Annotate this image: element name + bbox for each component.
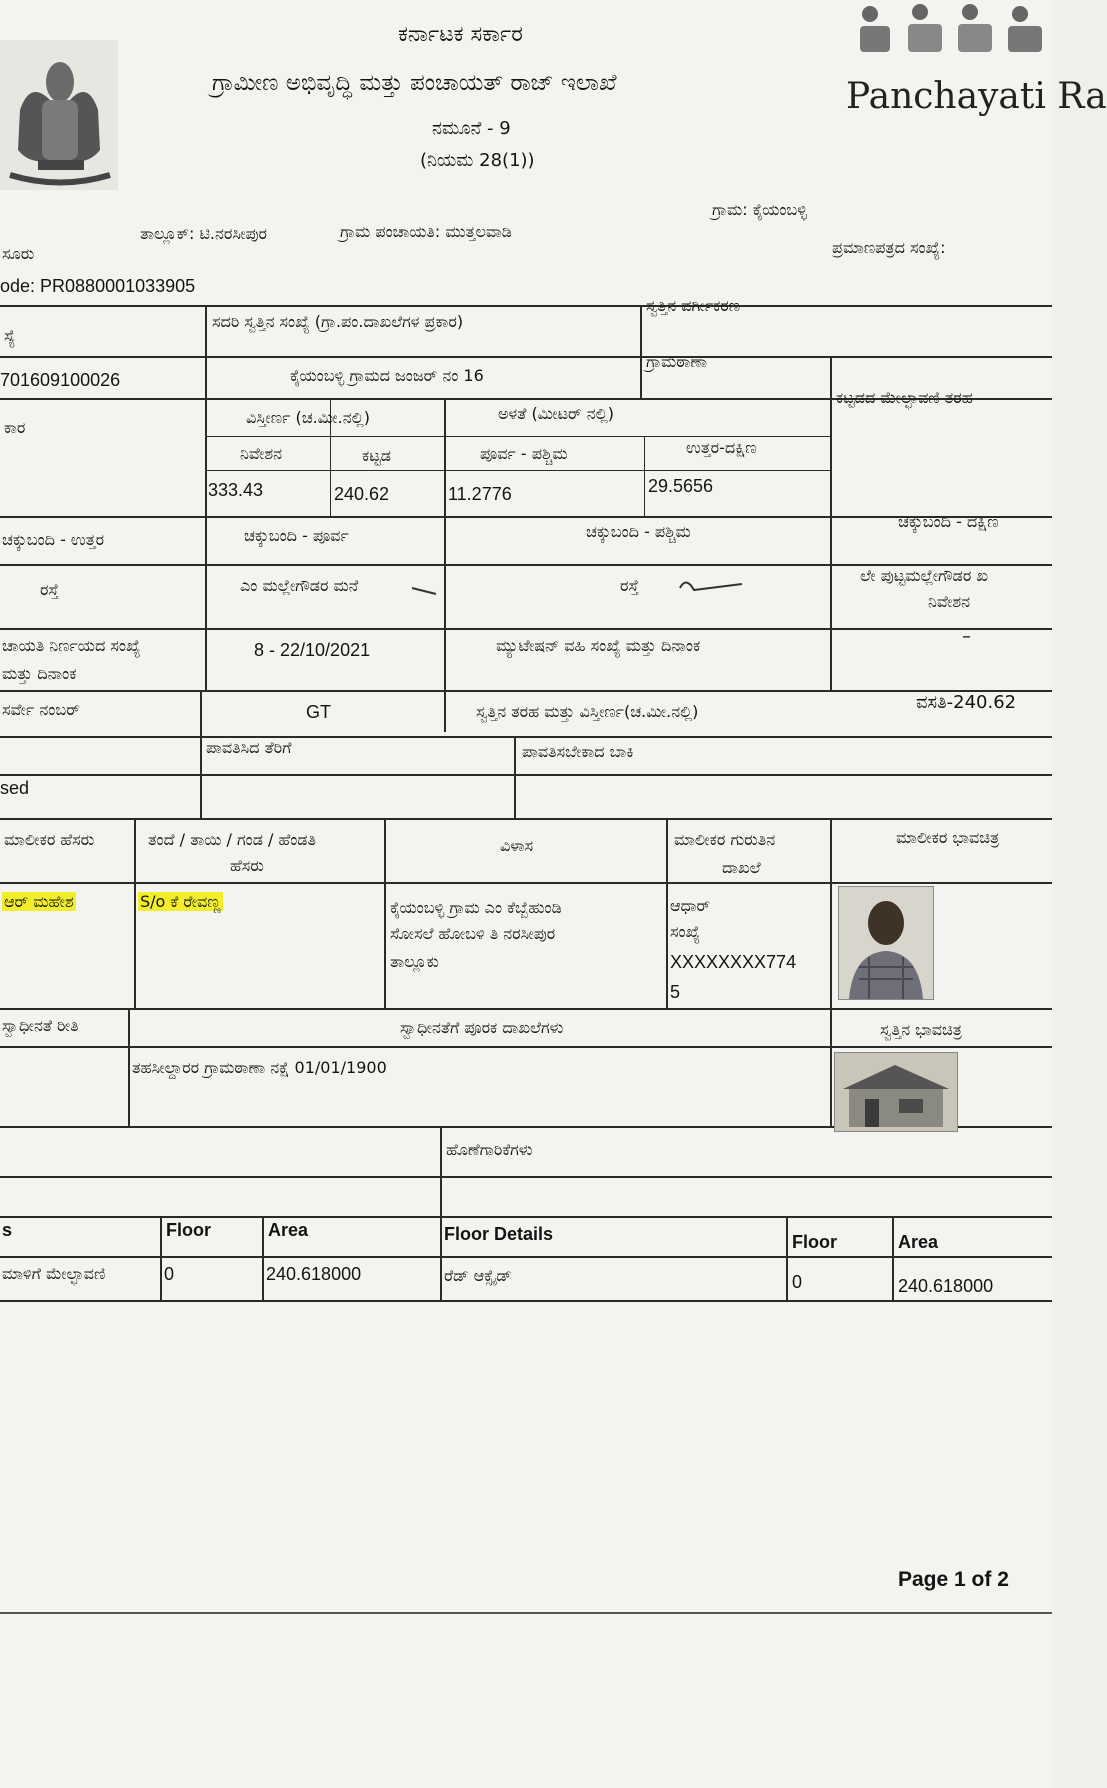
owner-name-highlight: ಆರ್ ಮಹೇಶ	[4, 892, 74, 911]
id-label-2: ದಾಖಲೆ	[722, 858, 761, 877]
boundary-north-value: ರಸ್ತೆ	[40, 580, 59, 599]
possession-docs-value: ತಹಸೀಲ್ದಾರರ ಗ್ರಾಮಠಾಣಾ ನಕ್ಷೆ 01/01/1900	[132, 1058, 387, 1077]
resolution-label-1: ಚಾಯತಿ ನಿರ್ಣಯದ ಸಂಖ್ಯೆ	[2, 636, 141, 655]
certificate-number-label: ಪ್ರಮಾಣಪತ್ರದ ಸಂಖ್ಯೆ:	[832, 238, 946, 257]
relation-label-1: ತಂದೆ / ತಾಯಿ / ಗಂಡ / ಹೆಂಡತಿ	[148, 830, 316, 849]
left-floor-header: Floor	[166, 1220, 211, 1240]
person-icon	[839, 887, 933, 999]
site-area-label: ನಿವೇಶನ	[240, 444, 283, 463]
boundary-east-value: ಎಂ ಮಲ್ಲೇಗೌಡರ ಮನೆ	[240, 576, 359, 595]
owner-id-number-1: XXXXXXXX774	[670, 952, 797, 972]
property-photo	[834, 1052, 958, 1132]
mutation-label: ಮ್ಯುಟೇಷನ್ ವಹಿ ಸಂಖ್ಯೆ ಮತ್ತು ದಿನಾಂಕ	[496, 636, 701, 655]
dimension-label: ಅಳತೆ (ಮೀಟರ್ ನಲ್ಲಿ)	[498, 404, 615, 423]
village: ಗ್ರಾಮ: ಕೈಯಂಬಳ್ಳಿ	[712, 200, 807, 219]
survey-number-value: GT	[306, 702, 331, 722]
relation-label-2: ಹೆಸರು	[230, 856, 264, 875]
east-west-value: 11.2776	[448, 484, 512, 504]
building-area-value: 240.62	[334, 484, 390, 504]
taluk: ತಾಲ್ಲೂಕ್: ಟಿ.ನರಸೀಪುರ	[140, 224, 267, 243]
left-floor-value: 0	[164, 1264, 175, 1284]
owner-id-number-label: ಸಂಖ್ಯೆ	[670, 922, 701, 941]
property-code: ode: PR0880001033905	[0, 276, 196, 296]
survey-number-label: ಸರ್ವೇ ನಂಬರ್	[2, 700, 80, 719]
possession-mode-label: ಸ್ವಾಧೀನತೆ ರೀತಿ	[2, 1016, 79, 1035]
property-photo-label: ಸ್ವತ್ತಿನ ಭಾವಚಿತ್ರ	[880, 1020, 962, 1039]
old-number-label: ಸದರಿ ಸ್ವತ್ತಿನ ಸಂಖ್ಯೆ (ಗ್ರಾ.ಪಂ.ದಾಖಲೆಗಳ ಪ್ರಕಾರ)	[212, 312, 464, 331]
old-number-value: ಕೈಯಂಬಳ್ಳಿ ಗ್ರಾಮದ ಜಂಜರ್ ನಂ 16	[290, 366, 484, 385]
gram-panchayat: ಗ್ರಾಮ ಪಂಚಾಯತಿ: ಮುತ್ತಲವಾಡಿ	[340, 222, 512, 241]
id-label-1: ಮಾಲೀಕರ ಗುರುತಿನ	[674, 830, 776, 849]
boundary-south-label: ಚಕ್ಕುಬಂದಿ - ದಕ್ಷಿಣ	[898, 512, 999, 531]
roof-type-label: ಕಟ್ಟಡದ ಮೇಲ್ಛಾವಣಿ ತರಹ	[836, 388, 973, 407]
right-floor-header: Floor	[792, 1232, 837, 1252]
boundary-south-value-1: ಲೇ ಪುಟ್ಟಮಲ್ಲೇಗೌಡರ ಖ	[860, 566, 989, 585]
mutation-value: –	[962, 626, 971, 647]
pen-mark-icon	[676, 574, 746, 594]
boundary-east-label: ಚಕ್ಕುಬಂದಿ - ಪೂರ್ವ	[244, 526, 349, 545]
area-label: ವಿಸ್ತೀರ್ಣ (ಚ.ಮೀ.ನಲ್ಲಿ)	[246, 408, 370, 427]
right-area-value: 240.618000	[898, 1276, 994, 1296]
owner-name-label: ಮಾಲೀಕರ ಹೆಸರು	[4, 830, 95, 849]
property-type-area-label: ಸ್ವತ್ತಿನ ತರಹ ಮತ್ತು ವಿಸ್ತೀರ್ಣ(ಚ.ಮೀ.ನಲ್ಲಿ)	[476, 702, 699, 721]
owner-address-1: ಕೈಯಂಬಳ್ಳಿ ಗ್ರಾಮ ಎಂ ಕೆಬ್ಬೆಹುಂಡಿ	[390, 898, 562, 917]
boundary-west-value: ರಸ್ತೆ	[620, 576, 639, 595]
karnataka-emblem-logo	[0, 40, 118, 190]
panchayati-raj-logo	[840, 0, 1107, 117]
owner-name	[2, 892, 76, 912]
house-icon	[835, 1053, 957, 1131]
property-id-header: ಸ್ಯೆ	[4, 326, 16, 345]
liabilities-label: ಹೊಣೆಗಾರಿಕೆಗಳು	[446, 1140, 533, 1159]
floors-left-header-fragment: s	[2, 1220, 13, 1240]
boundary-south-value-2: ನಿವೇಶನ	[928, 592, 971, 611]
possession-docs-label: ಸ್ವಾಧೀನತೆಗೆ ಪೂರಕ ದಾಖಲೆಗಳು	[400, 1018, 564, 1037]
govt-title: ಕರ್ನಾಟಕ ಸರ್ಕಾರ	[398, 22, 523, 47]
boundary-west-label: ಚಕ್ಕುಬಂದಿ - ಪಶ್ಚಿಮ	[586, 522, 691, 541]
owner-photo-label: ಮಾಲೀಕರ ಭಾವಚಿತ್ರ	[896, 828, 1000, 847]
boundary-north-label: ಚಕ್ಕುಬಂದಿ - ಉತ್ತರ	[2, 530, 105, 549]
left-area-value: 240.618000	[266, 1264, 362, 1284]
panchayati-raj-logo-text: Panchayati Ra	[846, 76, 1107, 117]
tax-status-fragment: sed	[0, 778, 30, 798]
rule-reference: (ನಿಯಮ 28(1))	[420, 150, 535, 171]
north-south-label: ಉತ್ತರ-ದಕ್ಷಿಣ	[686, 438, 757, 457]
east-west-label: ಪೂರ್ವ - ಪಶ್ಚಿಮ	[480, 444, 568, 463]
site-area-value: 333.43	[208, 480, 264, 500]
floor-details-header: Floor Details	[444, 1224, 554, 1244]
owner-id-type: ಆಧಾರ್	[670, 896, 711, 915]
owner-address-2: ಸೋಸಲೆ ಹೋಬಳಿ ತಿ ನರಸೀಪುರ	[390, 924, 556, 943]
classification-value: ಗ್ರಾಮಠಾಣಾ	[646, 352, 707, 371]
north-south-value: 29.5656	[648, 476, 714, 496]
right-floor-value: 0	[792, 1272, 803, 1292]
form-number: ನಮೂನೆ - 9	[432, 118, 511, 139]
property-type-label: ಕಾರ	[4, 418, 26, 437]
resolution-label-2: ಮತ್ತು ದಿನಾಂಕ	[2, 664, 77, 683]
department-title: ಗ್ರಾಮೀಣ ಅಭಿವೃದ್ಧಿ ಮತ್ತು ಪಂಚಾಯತ್ ರಾಜ್ ಇಲಾಖೆ	[212, 70, 617, 96]
left-area-header: Area	[268, 1220, 309, 1240]
classification-label: ಸ್ವತ್ತಿನ ವರ್ಗೀಕರಣ	[646, 296, 741, 315]
pen-tick-icon	[410, 584, 440, 598]
owner-id-number-2: 5	[670, 982, 681, 1002]
property-id-value: 701609100026	[0, 370, 121, 390]
owner-relation	[138, 892, 223, 912]
resolution-value: 8 - 22/10/2021	[254, 640, 371, 660]
tax-paid-label: ಪಾವತಿಸಿದ ತೆರಿಗೆ	[206, 738, 292, 757]
owner-photo	[838, 886, 934, 1000]
address-label: ವಿಳಾಸ	[500, 836, 534, 855]
owner-relation-highlight: S/o ಕೆ ರೇವಣ್ಣ	[140, 892, 221, 911]
tax-balance-label: ಪಾವತಿಸಬೇಕಾದ ಬಾಕಿ	[522, 742, 634, 761]
property-type-area-value: ವಸತಿ-240.62	[916, 692, 1017, 713]
owner-address-3: ತಾಲ್ಲೂಕು	[390, 952, 439, 971]
right-area-header: Area	[898, 1232, 939, 1252]
floor-detail-value: ರೆಡ್ ಆಕ್ಸೈಡ್	[444, 1266, 512, 1285]
panchayati-raj-emblem-icon	[840, 0, 1052, 60]
floor-roof-type: ಮಾಳಿಗೆ ಮೇಲ್ಛಾವಣಿ	[2, 1264, 106, 1283]
building-area-label: ಕಟ್ಟಡ	[362, 446, 391, 465]
district-fragment: ಸೂರು	[2, 244, 35, 263]
page-number: Page 1 of 2	[898, 1568, 1009, 1591]
